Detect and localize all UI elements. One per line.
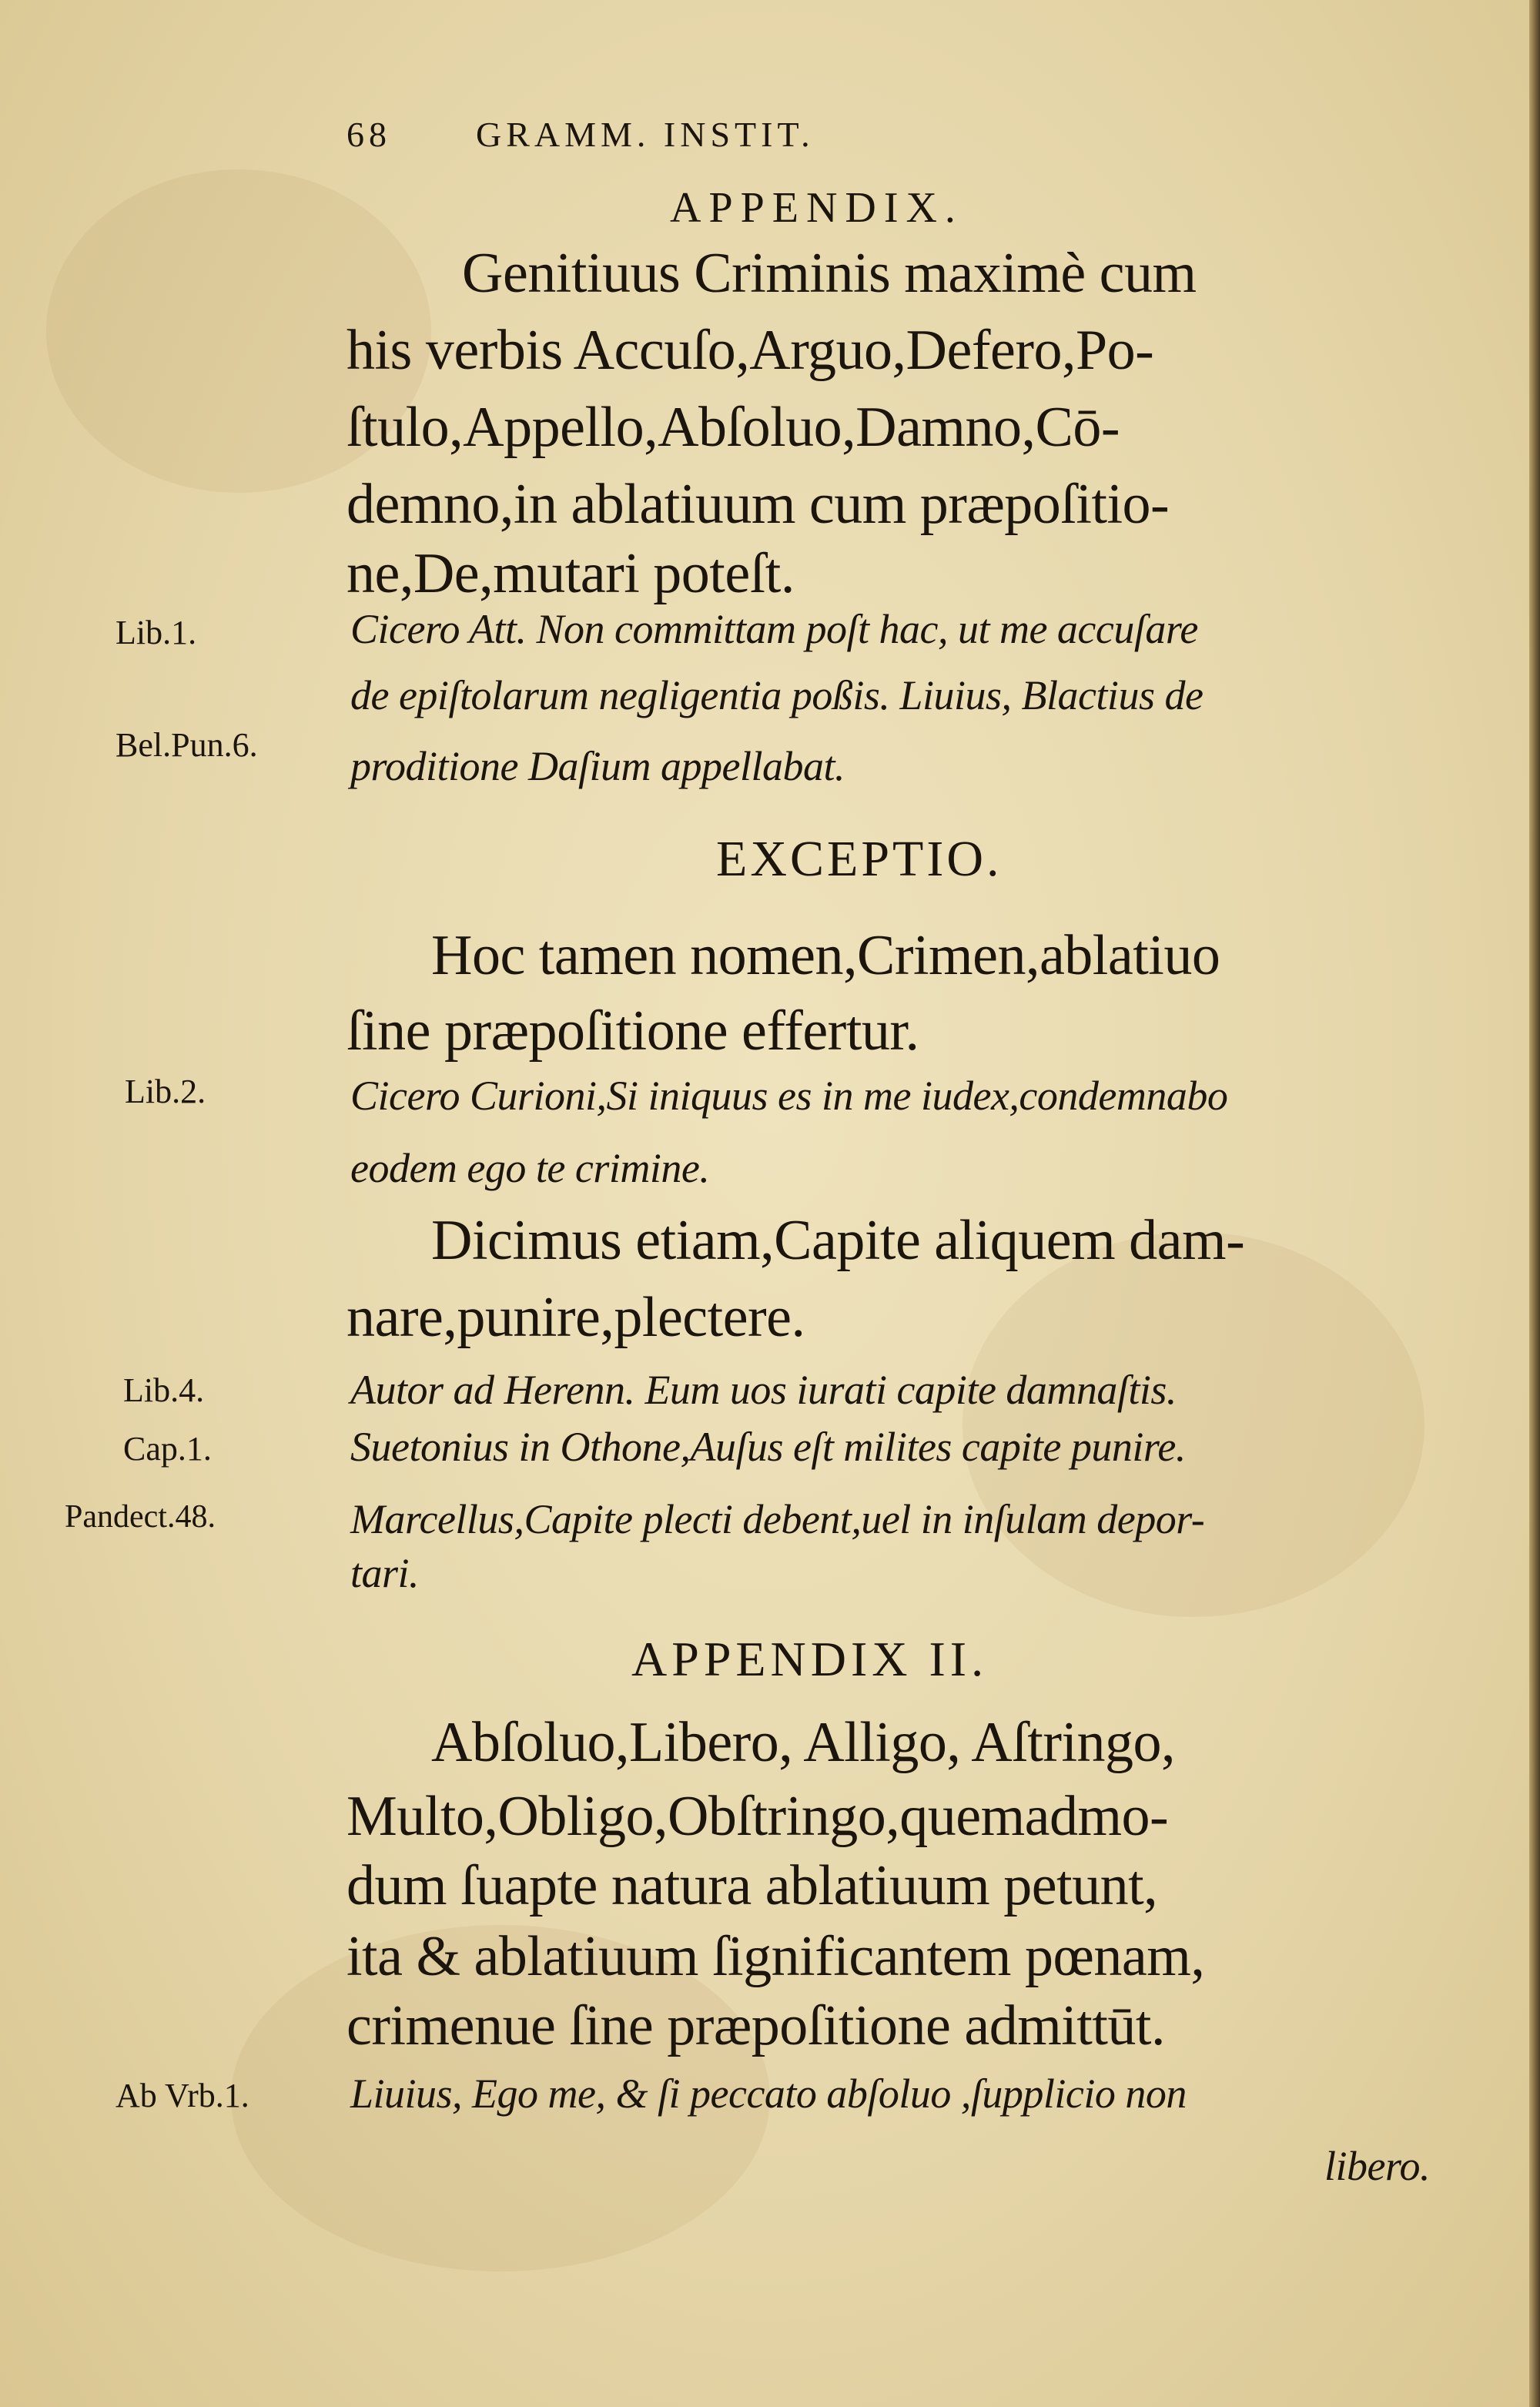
quote-line: Autor ad Herenn. Eum uos iurati capite damnaſtis. [350,1367,1177,1413]
quote-line: Liuius, Ego me, & ſi peccato abſoluo ,ſupplicio non [350,2071,1187,2117]
appendix-heading: APPENDIX. [670,184,963,232]
margin-note: Pandect.48. [65,1499,216,1535]
page-edge [1529,0,1540,2407]
quote-line: Suetonius in Othone,Auſus eſt milites capite punire. [350,1424,1186,1470]
appendix2-heading: APPENDIX II. [631,1632,989,1686]
page-number: 68 [346,115,391,154]
exceptio-line: Hoc tamen nomen,Crimen,ablatiuo [431,924,1220,987]
margin-note: Ab Vrb.1. [116,2077,249,2114]
appendix2-line: Multo,Obligo,Obſtringo,quemadmo- [346,1785,1169,1848]
margin-note: Bel.Pun.6. [116,726,258,764]
appendix2-line: crimenue ſine præpoſitione admittūt. [346,1994,1165,2057]
quote-line: Cicero Curioni,Si iniquus es in me iudex,condemnabo [350,1073,1228,1119]
exceptio-heading: EXCEPTIO. [716,831,1003,887]
margin-note: Lib.2. [125,1073,206,1110]
exceptio-line: ſine præpoſitione effertur. [346,999,919,1063]
margin-note: Cap.1. [123,1430,212,1468]
quote-line: eodem ego te crimine. [350,1145,710,1191]
quote-line: libero. [1324,2143,1430,2189]
appendix-line: ſtulo,Appello,Abſoluo,Damno,Cō- [346,396,1120,459]
dicimus-line: Dicimus etiam,Capite aliquem dam- [431,1209,1245,1272]
quote-line: proditione Daſium appellabat. [350,743,845,789]
appendix-line: his verbis Accuſo,Arguo,Defero,Po- [346,319,1154,382]
appendix-line: demno,in ablatiuum cum præpoſitio- [346,473,1170,536]
quote-line: tari. [350,1550,420,1596]
appendix-line: ne,De,mutari poteſt. [346,542,795,605]
margin-note: Lib.1. [116,614,197,651]
appendix2-line: ita & ablatiuum ſignificantem pœnam, [346,1925,1205,1988]
appendix2-line: Abſoluo,Libero, Alligo, Aſtringo, [431,1711,1176,1774]
margin-note: Lib.4. [123,1371,205,1409]
running-title: GRAMM. INSTIT. [476,115,815,154]
dicimus-line: nare,punire,plectere. [346,1286,805,1349]
appendix2-line: dum ſuapte natura ablatiuum petunt, [346,1854,1158,1917]
running-head [346,114,815,155]
quote-line: Cicero Att. Non committam poſt hac, ut me accuſare [350,606,1198,652]
quote-line: de epiſtolarum negligentia poßis. Liuius, Blactius de [350,672,1204,718]
appendix-line: Genitiuus Criminis maximè cum [462,242,1197,305]
quote-line: Marcellus,Capite plecti debent,uel in inſulam depor- [350,1496,1205,1542]
